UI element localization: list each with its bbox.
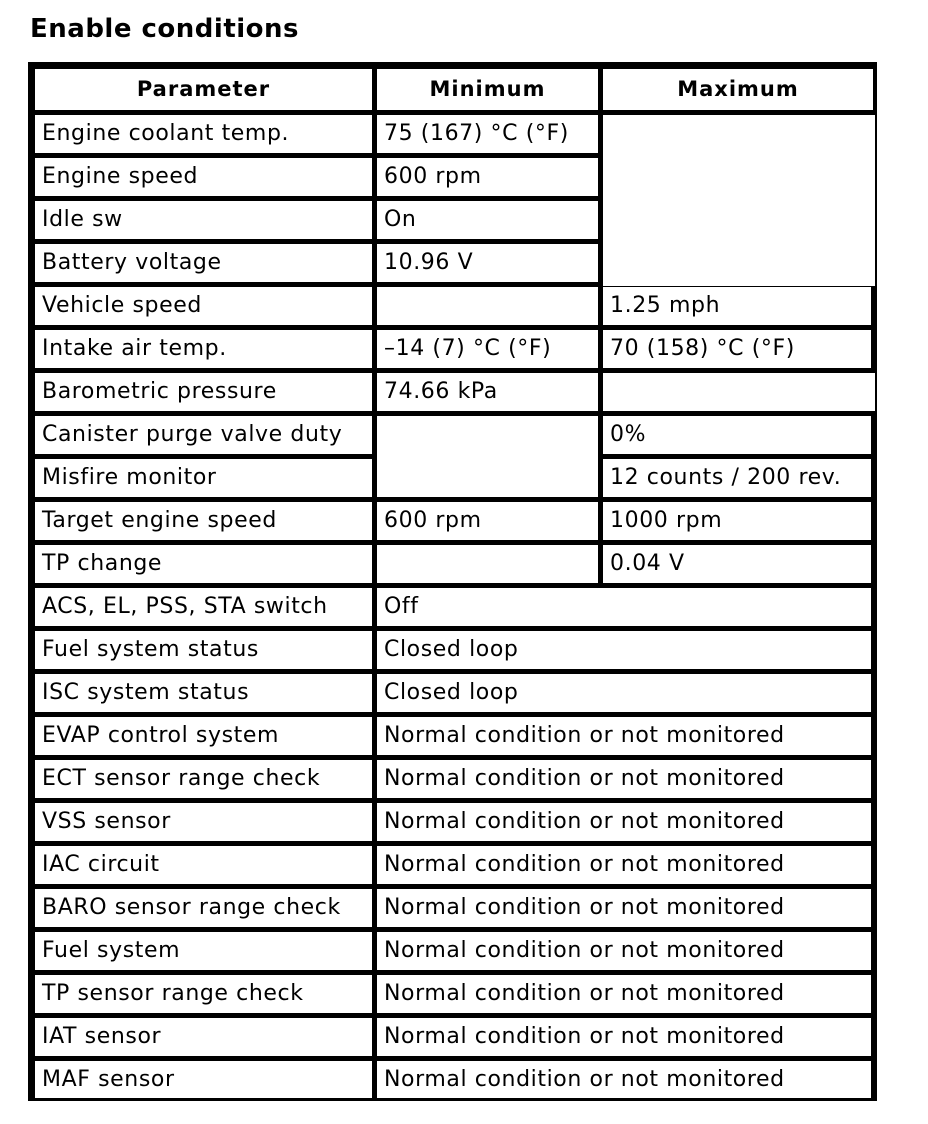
row-canister-purge-parameter: Canister purge valve duty	[35, 416, 372, 454]
row-tp-change-minimum	[377, 545, 598, 583]
row-evap-control-system-parameter: EVAP control system	[35, 717, 372, 755]
row-engine-coolant-temp-minimum: 75 (167) °C (°F)	[377, 115, 598, 153]
row-iac-circuit-value: Normal condition or not monitored	[377, 846, 871, 884]
row-target-engine-speed-maximum: 1000 rpm	[603, 502, 871, 540]
row-acs-el-pss-sta-parameter: ACS, EL, PSS, STA switch	[35, 588, 372, 626]
header-parameter: Parameter	[35, 69, 372, 110]
row-vss-sensor-parameter: VSS sensor	[35, 803, 372, 841]
row-tp-change-parameter: TP change	[35, 545, 372, 583]
row-barometric-pressure-maximum	[603, 373, 875, 411]
row-misfire-monitor-parameter: Misfire monitor	[35, 459, 372, 497]
row-engine-speed-parameter: Engine speed	[35, 158, 372, 196]
row-fuel-system-status-parameter: Fuel system status	[35, 631, 372, 669]
row-canister-purge-maximum: 0%	[603, 416, 871, 454]
row-iat-sensor-parameter: IAT sensor	[35, 1018, 372, 1056]
maximum-empty-block	[603, 115, 875, 286]
row-intake-air-temp-maximum: 70 (158) °C (°F)	[603, 330, 871, 368]
row-intake-air-temp-parameter: Intake air temp.	[35, 330, 372, 368]
row-tp-sensor-range-check-value: Normal condition or not monitored	[377, 975, 871, 1013]
row-intake-air-temp-minimum: –14 (7) °C (°F)	[377, 330, 598, 368]
row-tp-change-maximum: 0.04 V	[603, 545, 871, 583]
page-title: Enable conditions	[30, 14, 300, 44]
row-barometric-pressure-parameter: Barometric pressure	[35, 373, 372, 411]
row-iat-sensor-value: Normal condition or not monitored	[377, 1018, 871, 1056]
row-target-engine-speed-parameter: Target engine speed	[35, 502, 372, 540]
row-target-engine-speed-minimum: 600 rpm	[377, 502, 598, 540]
row-fuel-system-status-value: Closed loop	[377, 631, 871, 669]
row-tp-sensor-range-check-parameter: TP sensor range check	[35, 975, 372, 1013]
enable-conditions-table	[28, 62, 877, 1101]
row-misfire-monitor-maximum: 12 counts / 200 rev.	[603, 459, 871, 497]
row-maf-sensor-parameter: MAF sensor	[35, 1061, 372, 1098]
row-baro-sensor-range-check-parameter: BARO sensor range check	[35, 889, 372, 927]
row-vss-sensor-value: Normal condition or not monitored	[377, 803, 871, 841]
row-idle-sw-minimum: On	[377, 201, 598, 239]
row-iac-circuit-parameter: IAC circuit	[35, 846, 372, 884]
row-ect-sensor-range-check-value: Normal condition or not monitored	[377, 760, 871, 798]
row-vehicle-speed-minimum	[377, 287, 598, 325]
row-battery-voltage-minimum: 10.96 V	[377, 244, 598, 282]
row-ect-sensor-range-check-parameter: ECT sensor range check	[35, 760, 372, 798]
row-baro-sensor-range-check-value: Normal condition or not monitored	[377, 889, 871, 927]
row-evap-control-system-value: Normal condition or not monitored	[377, 717, 871, 755]
row-engine-coolant-temp-parameter: Engine coolant temp.	[35, 115, 372, 153]
row-isc-system-status-parameter: ISC system status	[35, 674, 372, 712]
row-barometric-pressure-minimum: 74.66 kPa	[377, 373, 598, 411]
row-isc-system-status-value: Closed loop	[377, 674, 871, 712]
row-battery-voltage-parameter: Battery voltage	[35, 244, 372, 282]
header-maximum: Maximum	[603, 69, 873, 110]
row-idle-sw-parameter: Idle sw	[35, 201, 372, 239]
row-acs-el-pss-sta-value: Off	[377, 588, 871, 626]
header-minimum: Minimum	[377, 69, 598, 110]
row-fuel-system-value: Normal condition or not monitored	[377, 932, 871, 970]
minimum-empty-block	[377, 416, 598, 497]
row-vehicle-speed-maximum: 1.25 mph	[603, 287, 871, 325]
row-fuel-system-parameter: Fuel system	[35, 932, 372, 970]
row-engine-speed-minimum: 600 rpm	[377, 158, 598, 196]
row-vehicle-speed-parameter: Vehicle speed	[35, 287, 372, 325]
row-maf-sensor-value: Normal condition or not monitored	[377, 1061, 871, 1098]
